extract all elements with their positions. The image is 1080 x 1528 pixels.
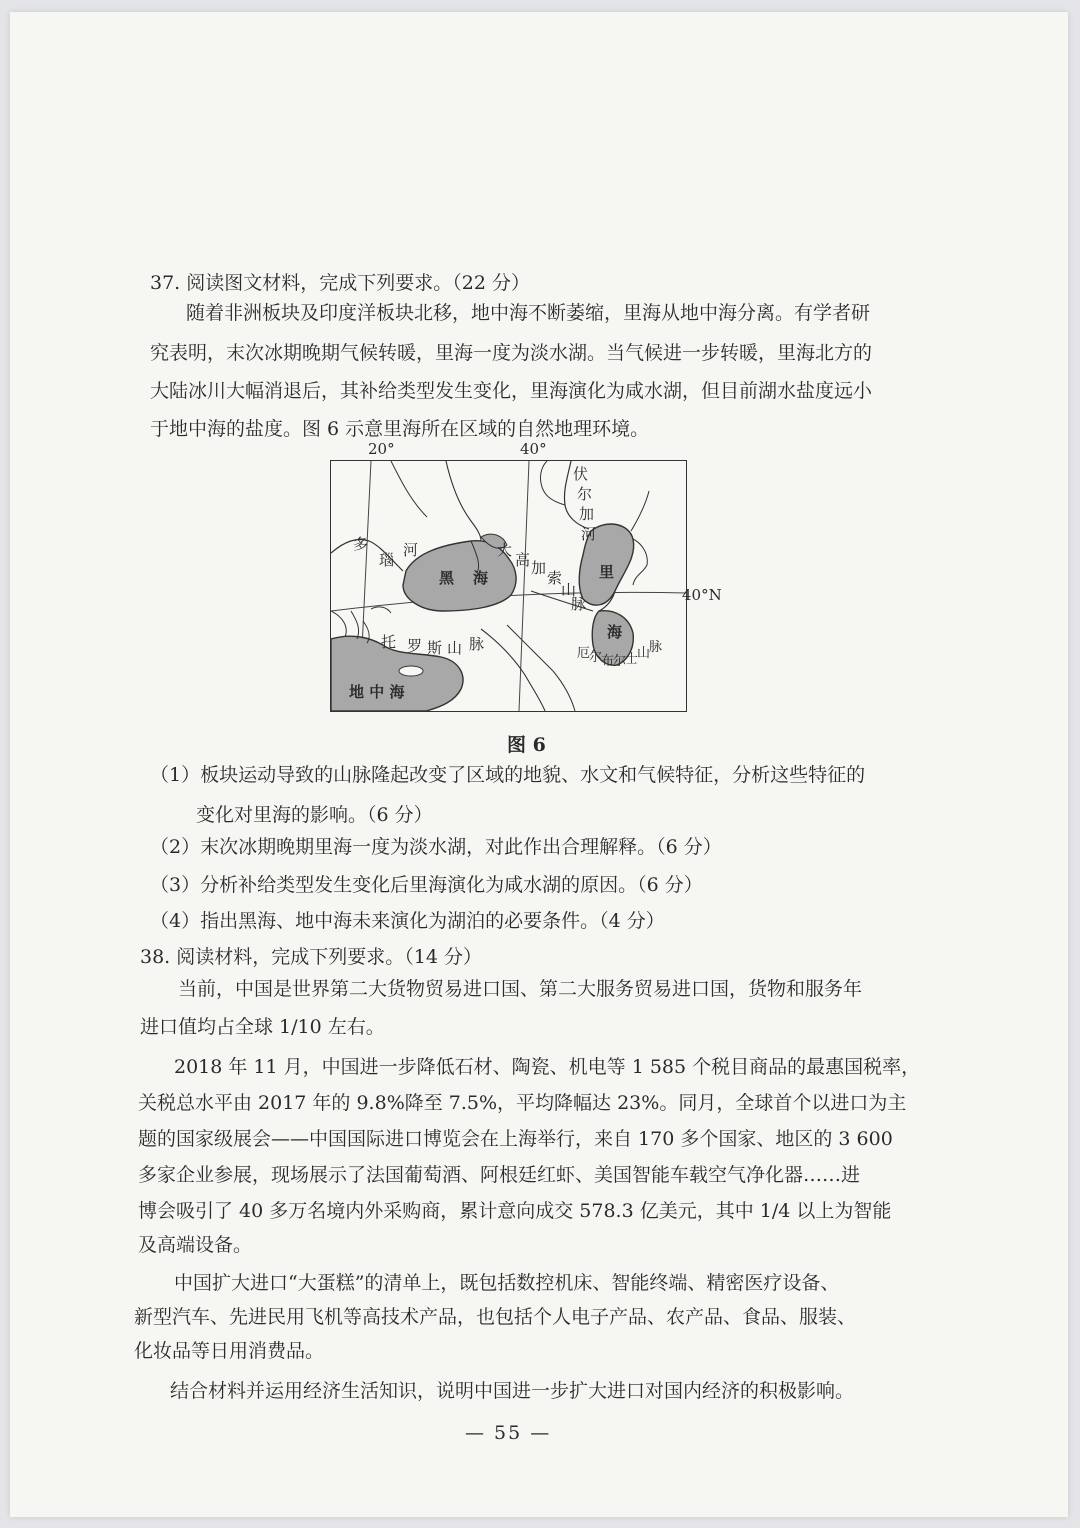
taurus-label-2: 罗 [407, 637, 423, 655]
elburz-label-3: 布 [601, 654, 615, 669]
figure-caption: 图 6 [507, 734, 546, 756]
caspian-label-1: 里 [599, 563, 615, 581]
q38-question: 结合材料并运用经济生活知识，说明中国进一步扩大进口对国内经济的积极影响。 [170, 1380, 855, 1402]
danube-label-1: 多 [353, 535, 369, 553]
q38-para2-line: 博会吸引了 40 多万名境内外采购商，累计意向成交 578.3 亿美元，其中 1/4 以上为智能 [138, 1200, 892, 1222]
question-38-title: 38. 阅读材料，完成下列要求。（14 分） [140, 946, 482, 968]
caspian-label-2: 海 [607, 623, 623, 641]
caspian-region-map [330, 460, 687, 712]
black-sea-label-1: 黑 [439, 569, 455, 587]
caucasus-label-5: 山 [561, 581, 577, 599]
taurus-label-3: 斯 [427, 639, 443, 657]
longitude-20-label: 20° [368, 440, 395, 458]
q38-para2-line: 及高端设备。 [138, 1234, 253, 1256]
caucasus-label-2: 高 [515, 551, 531, 569]
q37-paragraph-line: 随着非洲板块及印度洋板块北移，地中海不断萎缩，里海从地中海分离。有学者研 [186, 302, 871, 324]
q38-para3-line: 化妆品等日用消费品。 [134, 1340, 325, 1362]
q37-subquestion-4: （4）指出黑海、地中海未来演化为湖泊的必要条件。（4 分） [150, 910, 665, 932]
q38-para3-line: 中国扩大进口“大蛋糕”的清单上，既包括数控机床、智能终端、精密医疗设备、 [174, 1272, 840, 1294]
danube-label-3: 河 [403, 541, 419, 559]
elburz-label-4: 尔 [613, 654, 627, 669]
exam-page [10, 12, 1068, 1517]
q37-subquestion-3: （3）分析补给类型发生变化后里海演化为咸水湖的原因。（6 分） [150, 874, 703, 896]
q38-para2-line: 关税总水平由 2017 年的 9.8%降至 7.5%，平均降幅达 23%。同月，全球首个以进口为主 [138, 1092, 907, 1114]
q38-para3-line: 新型汽车、先进民用飞机等高技术产品，也包括个人电子产品、农产品、食品、服装、 [134, 1306, 857, 1328]
volga-label-1: 伏 [573, 465, 589, 483]
caucasus-label-4: 索 [547, 569, 563, 587]
elburz-label-6: 山 [637, 646, 651, 661]
map-drawing [331, 461, 686, 711]
elburz-label-1: 厄 [577, 646, 591, 661]
elburz-label-7: 脉 [649, 640, 663, 655]
caucasus-label-1: 大 [497, 541, 513, 559]
q38-para1-line: 进口值均占全球 1/10 左右。 [140, 1016, 385, 1038]
q38-para2-line: 2018 年 11 月，中国进一步降低石材、陶瓷、机电等 1 585 个税目商品的最惠国税率， [174, 1056, 921, 1078]
q37-subquestion-1: （1）板块运动导致的山脉隆起改变了区域的地貌、水文和气候特征，分析这些特征的 [150, 764, 866, 786]
elburz-label-2: 尔 [589, 650, 603, 665]
taurus-label-4: 山 [447, 639, 463, 657]
caucasus-label-6: 脉 [571, 595, 587, 613]
question-37-title: 37. 阅读图文材料，完成下列要求。（22 分） [150, 272, 530, 294]
elburz-label-5: 士 [625, 652, 639, 667]
q38-para1-line: 当前，中国是世界第二大货物贸易进口国、第二大服务贸易进口国，货物和服务年 [178, 978, 863, 1000]
volga-label-3: 加 [579, 505, 595, 523]
q37-paragraph-line: 究表明，末次冰期晚期气候转暖，里海一度为淡水湖。当气候进一步转暖，里海北方的 [150, 342, 873, 364]
caucasus-label-3: 加 [531, 559, 547, 577]
black-sea-label-2: 海 [473, 569, 489, 587]
danube-label-2: 瑙 [379, 551, 395, 569]
q38-para2-line: 多家企业参展，现场展示了法国葡萄酒、阿根廷红虾、美国智能车载空气净化器……进 [138, 1164, 861, 1186]
volga-label-2: 尔 [577, 485, 593, 503]
q37-paragraph-line: 大陆冰川大幅消退后，其补给类型发生变化，里海演化为咸水湖，但目前湖水盐度远小 [150, 380, 873, 402]
q37-subquestion-2: （2）末次冰期晚期里海一度为淡水湖，对此作出合理解释。（6 分） [150, 836, 722, 858]
page-number: — 55 — [465, 1422, 552, 1444]
latitude-40n-label: 40°N [682, 586, 722, 604]
volga-label-4: 河 [581, 525, 597, 543]
taurus-label-5: 脉 [469, 635, 485, 653]
q37-paragraph-line: 于地中海的盐度。图 6 示意里海所在区域的自然地理环境。 [150, 418, 650, 440]
mediterranean-label: 地 中 海 [349, 683, 405, 701]
longitude-40-label: 40° [520, 440, 547, 458]
q37-subquestion-1-cont: 变化对里海的影响。（6 分） [196, 804, 433, 826]
q38-para2-line: 题的国家级展会——中国国际进口博览会在上海举行，来自 170 多个国家、地区的 3 600 [138, 1128, 893, 1150]
taurus-label-1: 托 [381, 633, 397, 651]
